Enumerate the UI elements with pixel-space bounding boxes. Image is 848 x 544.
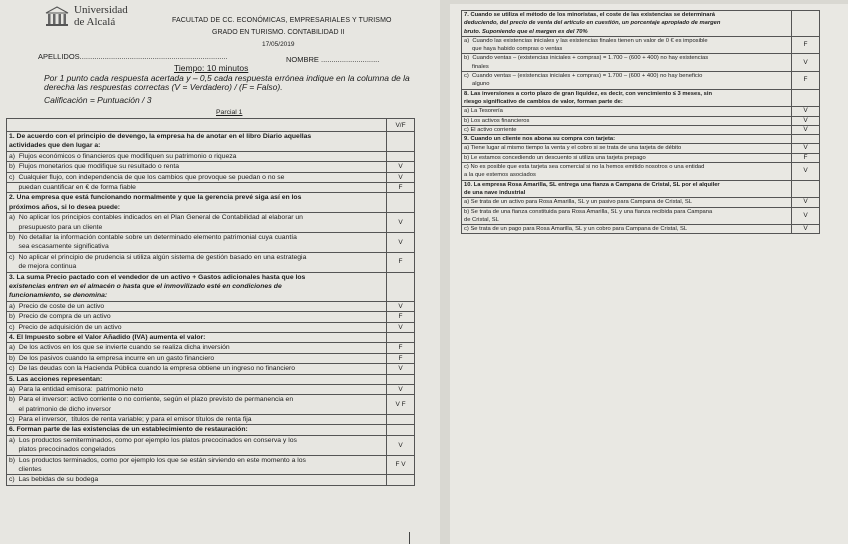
option-text [462,225,792,234]
option-row [462,144,820,153]
answer-cell: V [387,172,415,182]
answer-cell: F [792,153,820,162]
option-text-line: b) Precio de compra de un activo [9,313,111,321]
question-title-line: riesgo significativo de cambios de valor, forman parte de: [464,98,623,105]
option-text [462,153,792,162]
question-title-row [462,11,820,37]
answer-cell-empty [387,425,415,435]
option-text-line: b) Le estamos concediendo un descuento si utiliza una tarjeta prepago [464,154,646,161]
option-text-line: a) Los productos semiterminados, como por ejemplo los platos precocinados en conserva y los [9,436,297,444]
right-questions-table [461,10,820,234]
option-text-line: c) No aplicar el principio de prudencia si utiliza algún sistema de gestión basado en una estrategia [9,253,307,261]
option-text-line: b) De los pasivos cuando la empresa incurre en un gasto financiero [9,354,215,362]
answer-cell: V [387,213,415,233]
answer-cell [387,415,415,425]
option-row [7,395,415,415]
question-title-line: 10. La empresa Rosa Amarilla, SL entrega una fianza a Campana de Cristal, SL por el alquiler [464,181,720,188]
left-questions-table [6,118,415,486]
answer-cell: V [792,225,820,234]
question-title [462,11,792,37]
option-text [7,364,387,374]
option-row [462,72,820,90]
exam-date: 17/05/2019 [262,41,295,48]
question-title-row [7,272,415,301]
question-title [7,425,387,435]
option-text-line: b) Los productos terminados, como por ejemplo los que se están sirviendo en este momento a los [9,456,306,464]
instructions: Por 1 punto cada respuesta acertada y – 0,5 cada respuesta errónea indique en la columna de la derecha las respuestas correctas (V = Verdadero) / (F = Falso). [44,73,410,92]
option-text [7,475,387,485]
option-row [7,213,415,233]
answer-cell-empty [387,193,415,213]
question-title [7,132,387,152]
pen-mark [409,532,410,544]
answer-cell-empty [792,135,820,144]
answer-cell: F [387,343,415,353]
option-text-line: c) No es posible que esta tarjeta sea comercial si no la hemos emitido nosotros o una entidad [464,164,705,171]
answer-cell-empty [792,11,820,37]
answer-cell-empty [387,272,415,301]
question-title-line: 3. La suma Precio pactado con el vendedor de un activo + Gastos adicionales hasta que los [9,273,306,281]
table-header-row [7,119,415,132]
option-text-line: c) Para el inversor, títulos de renta variable; y para el emisor títulos de renta fija [9,416,252,424]
option-text [7,151,387,161]
option-row [7,455,415,475]
question-title-line: de una nave industrial [464,189,526,196]
nombre-field: NOMBRE ............................ [286,55,380,64]
answer-cell: V [792,163,820,181]
option-row [7,162,415,172]
option-text-line: clientes [9,466,42,474]
answer-cell-empty [792,89,820,107]
option-text-line: sea escasamente significativa [9,243,109,251]
parcial-label: Parcial 1 [216,109,243,116]
option-text [462,125,792,134]
option-row [462,163,820,181]
option-text-line: alguno [464,81,490,88]
option-text-line: c) Cualquier flujo, con independencia de que los cambios que provoque se puedan o no se [9,173,285,181]
option-text [7,162,387,172]
option-text-line: de Cristal, SL [464,216,499,223]
question-title-line: 4. El Impuesto sobre el Valor Añadido (IVA) aumenta el valor: [9,333,206,341]
option-text-line: b) No detallar la información contable sobre un determinado elemento patrimonial cuya cuantía [9,233,297,241]
option-row [462,153,820,162]
question-title-line: actividades que den lugar a: [9,142,101,150]
degree-name: GRADO EN TURISMO. CONTABILIDAD II [212,29,345,36]
option-text-line: a) Tiene lugar al mismo tiempo la venta y el cobro si se trata de una tarjeta de débito [464,145,682,152]
option-text-line: a) Cuando las existencias iniciales y las existencias finales tienen un valor de 0 € es imposible [464,37,708,44]
option-text-line: el patrimonio de dicho inversor [9,405,112,413]
option-row [7,353,415,363]
grading-formula: Calificación = Puntuación / 3 [44,95,152,105]
answer-cell-empty [387,132,415,152]
option-text-line: b) Cuando ventas – (existencias iniciales + compras) = 1.700 – (600 + 400) no hay existencias [464,55,709,62]
option-text [7,182,387,192]
option-text-line: c) Las bebidas de su bodega [9,476,99,484]
option-row [7,322,415,332]
answer-cell: V [387,162,415,172]
question-title [7,272,387,301]
answer-cell: V [387,232,415,252]
option-row [7,364,415,374]
option-text [7,384,387,394]
option-text [7,322,387,332]
apellidos-field: APELLIDOS....................................................................... [38,52,228,61]
answer-cell: V [387,364,415,374]
answer-cell: V [792,207,820,225]
question-title-line: próximos años, si lo desea puede: [9,203,121,211]
option-text [7,301,387,311]
question-title [7,193,387,213]
option-row [7,172,415,182]
answer-cell: V [792,125,820,134]
option-row [7,182,415,192]
question-title-line: bruto. Suponiendo que el margen es del 70% [464,28,588,35]
answer-cell: F [387,353,415,363]
option-text-line: b) Los activos financieros [464,117,530,124]
option-text [7,232,387,252]
option-row [7,475,415,485]
option-row [7,232,415,252]
question-title-line: deduciendo, del precio de venta del artículo en cuestión, un porcentaje apropiado de margen [464,20,721,27]
answer-cell: V [792,116,820,125]
option-text-line: a la que estemos asociados [464,172,536,179]
university-crest-icon [44,6,70,28]
time-limit: Tiempo: 10 minutos [174,63,249,73]
option-row [7,435,415,455]
question-title-row [462,135,820,144]
faculty-name: FACULTAD DE CC. ECONÓMICAS, EMPRESARIALES Y TURISMO [172,17,392,24]
answer-cell: F [792,36,820,54]
answer-cell: V [387,322,415,332]
answer-cell: F V [387,455,415,475]
answer-cell: V [792,198,820,207]
answer-cell: V [387,384,415,394]
question-title [462,135,792,144]
option-text-line: de mejora continua [9,263,77,271]
option-text [462,36,792,54]
option-text-line: a) Flujos económicos o financieros que modifiquen su patrimonio o riqueza [9,152,237,160]
option-text [7,395,387,415]
option-row [7,252,415,272]
question-title-row [462,180,820,198]
option-text-line: a) La Tesorería [464,108,503,115]
question-title-line: 6. Forman parte de las existencias de un establecimiento de restauración: [9,426,248,434]
option-text-line: c) Se trata de un pago para Rosa Amarilla, SL y un cobro para Campana de Cristal, SL [464,226,688,233]
option-row [7,151,415,161]
option-row [462,54,820,72]
answer-cell: F [792,72,820,90]
question-title-row [7,425,415,435]
option-row [7,343,415,353]
option-row [462,225,820,234]
option-text-line: c) El activo corriente [464,126,517,133]
university-name: Universidad de Alcalá [74,4,128,28]
answer-cell: V [792,54,820,72]
question-title-row [462,89,820,107]
option-text [7,353,387,363]
answer-cell: V [387,435,415,455]
question-title-row [7,193,415,213]
answer-cell: V [792,107,820,116]
question-title [7,374,387,384]
option-text [462,72,792,90]
option-row [7,384,415,394]
option-text-line: puedan cuantificar en € de forma fiable [9,183,136,191]
option-row [7,312,415,322]
option-row [462,107,820,116]
option-row [7,301,415,311]
option-row [462,36,820,54]
option-text-line: platos precocinados congelados [9,446,116,454]
option-text [7,415,387,425]
option-text [7,172,387,182]
question-title [462,180,792,198]
option-text [462,54,792,72]
question-title-line: existencias entren en el almacén o hasta que el inmovilizado esté en condiciones de [9,282,282,290]
option-text-line: c) De las deudas con la Hacienda Pública cuando la empresa obtiene un ingreso no financiero [9,365,296,373]
option-text [7,312,387,322]
option-row [462,198,820,207]
answer-cell: V [792,144,820,153]
option-text-line: b) Para el inversor: activo corriente o no corriente, según el plazo previsto de permanencia en [9,396,294,404]
answer-cell: V [387,301,415,311]
option-row [462,207,820,225]
answer-cell [387,151,415,161]
question-title-row [7,132,415,152]
option-text [462,207,792,225]
question-title-line: 5. Las acciones representan: [9,375,103,383]
option-text [7,343,387,353]
vf-column-header: V/F [387,119,415,132]
option-row [462,116,820,125]
option-text [462,163,792,181]
option-text-line: presupuesto para un cliente [9,223,103,231]
option-text [7,455,387,475]
question-title-row [7,332,415,342]
answer-cell: F [387,312,415,322]
answer-cell [387,475,415,485]
option-text-line: a) Precio de coste de un activo [9,302,105,310]
question-title-row [7,374,415,384]
option-text-line: b) Se trata de una fianza constituida para Rosa Amarilla, SL y una fianza recibida para Campana [464,208,713,215]
question-title [462,89,792,107]
answer-cell-empty [792,180,820,198]
question-title-line: 1. De acuerdo con el principio de devengo, la empresa ha de anotar en el libro Diario aquellas [9,133,312,140]
option-text-line: c) Cuando ventas – (existencias iniciales + compras) = 1.700 – (600 + 400) no hay beneficio [464,73,703,80]
option-text-line: c) Precio de adquisición de un activo [9,323,122,331]
question-title-line: 2. Una empresa que está funcionando normalmente y que la gerencia prevé siga así en los [9,194,302,202]
answer-cell-empty [387,332,415,342]
option-row [7,415,415,425]
option-text [7,252,387,272]
option-text [462,116,792,125]
option-text-line: a) De los activos en los que se invierte cuando se realiza dicha inversión [9,344,230,352]
option-text-line: b) Flujos monetarios que modifique su resultado o renta [9,163,180,171]
answer-cell: V F [387,395,415,415]
answer-cell: F [387,182,415,192]
option-text [462,198,792,207]
answer-cell-empty [387,374,415,384]
option-text [7,435,387,455]
question-title-line: 7. Cuando se utiliza el método de los minoristas, el coste de las existencias se determinará [464,12,715,18]
question-title-line: 8. Las inversiones a corto plazo de gran liquidez, es decir, con vencimiento ≤ 3 meses, sin [464,90,713,97]
question-title [7,332,387,342]
option-text [7,213,387,233]
option-text-line: que haya habido compras o ventas [464,46,563,53]
option-text-line: finales [464,63,489,70]
table-header-blank [7,119,387,132]
option-row [462,125,820,134]
option-text-line: a) Para la entidad emisora: patrimonio neto [9,385,144,393]
question-title-line: 9. Cuando un cliente nos abona su compra con tarjeta: [464,136,616,143]
question-title-line: funcionamiento, se denomina: [9,292,108,300]
option-text-line: a) Se trata de un activo para Rosa Amarilla, SL y un pasivo para Campana de Cristal, SL [464,199,692,206]
answer-cell: F [387,252,415,272]
option-text [462,107,792,116]
option-text-line: a) No aplicar los principios contables indicados en el Plan General de Contabilidad al elaborar un [9,214,303,222]
option-text [462,144,792,153]
